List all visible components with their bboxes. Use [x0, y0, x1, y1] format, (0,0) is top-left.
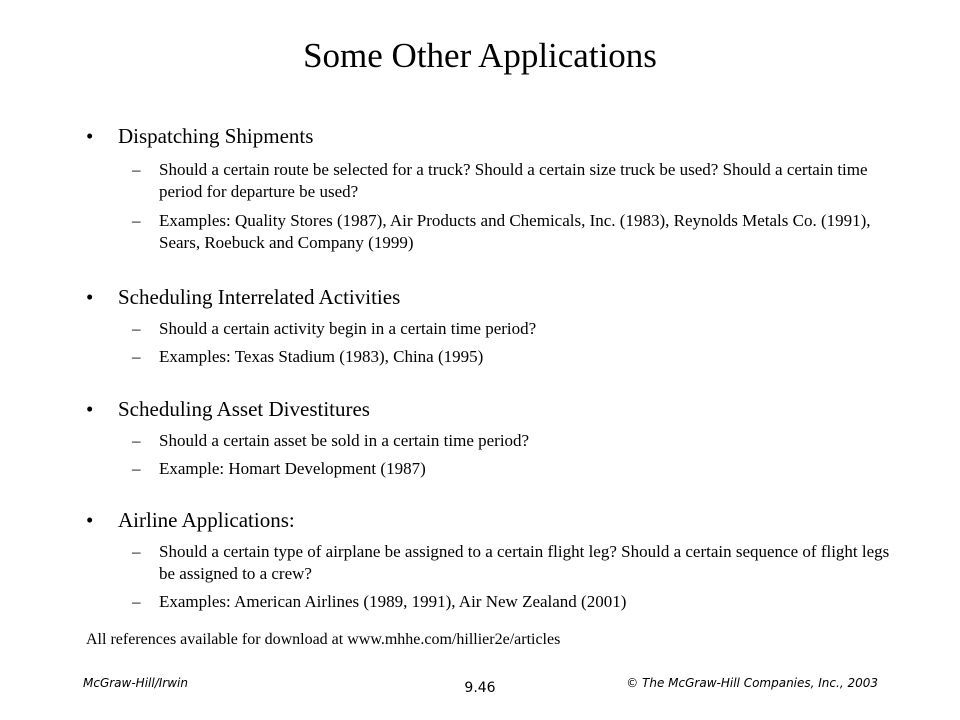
bullet-dot: •: [86, 124, 94, 148]
bullet-heading: Scheduling Interrelated Activities: [118, 285, 401, 309]
bullet-dot: •: [86, 285, 94, 309]
bullet-dot: •: [86, 508, 94, 532]
dash-marker: –: [132, 459, 141, 478]
dash-marker: –: [132, 592, 141, 611]
sub-item: [132, 346, 892, 368]
sub-item-text: Examples: Texas Stadium (1983), China (1995): [159, 347, 484, 366]
sub-item: [132, 159, 892, 203]
sub-item: [132, 210, 892, 254]
sub-item: [132, 458, 892, 480]
sub-item-text: Should a certain asset be sold in a certain time period?: [159, 431, 530, 450]
slide-title: Some Other Applications: [303, 36, 657, 75]
bullet-heading: Airline Applications:: [118, 508, 295, 532]
footer-page-number: 9.46: [464, 680, 496, 696]
sub-item-text: Should a certain type of airplane be assigned to a certain flight leg? Should a certain sequence of flight legs be assigned to a crew?: [159, 542, 890, 583]
footer-copyright: © The McGraw-Hill Companies, Inc., 2003: [626, 676, 878, 690]
sub-item-text: Examples: American Airlines (1989, 1991), Air New Zealand (2001): [159, 592, 627, 611]
dash-marker: –: [132, 211, 141, 230]
dash-marker: –: [132, 347, 141, 366]
bullet-heading: Dispatching Shipments: [118, 124, 314, 148]
sub-item-text: Should a certain route be selected for a truck? Should a certain size truck be used? Should a certain time period for departure be used?: [159, 160, 868, 201]
sub-item: [132, 318, 892, 340]
references-note: All references available for download at www.mhhe.com/hillier2e/articles: [86, 631, 561, 648]
dash-marker: –: [132, 431, 141, 450]
bullet-heading: Scheduling Asset Divestitures: [118, 397, 370, 421]
dash-marker: –: [132, 542, 141, 561]
bullet-dot: •: [86, 397, 94, 421]
sub-item-text: Example: Homart Development (1987): [159, 459, 426, 478]
dash-marker: –: [132, 319, 141, 338]
sub-item-text: Should a certain activity begin in a certain time period?: [159, 319, 537, 338]
dash-marker: –: [132, 160, 141, 179]
sub-item: [132, 541, 892, 585]
footer-publisher: McGraw-Hill/Irwin: [83, 676, 188, 690]
sub-item-text: Examples: Quality Stores (1987), Air Products and Chemicals, Inc. (1983), Reynolds Metals Co. (1991), Sears, Roebuck and Company (1999): [159, 211, 871, 252]
sub-item: [132, 430, 892, 452]
sub-item: [132, 591, 892, 613]
